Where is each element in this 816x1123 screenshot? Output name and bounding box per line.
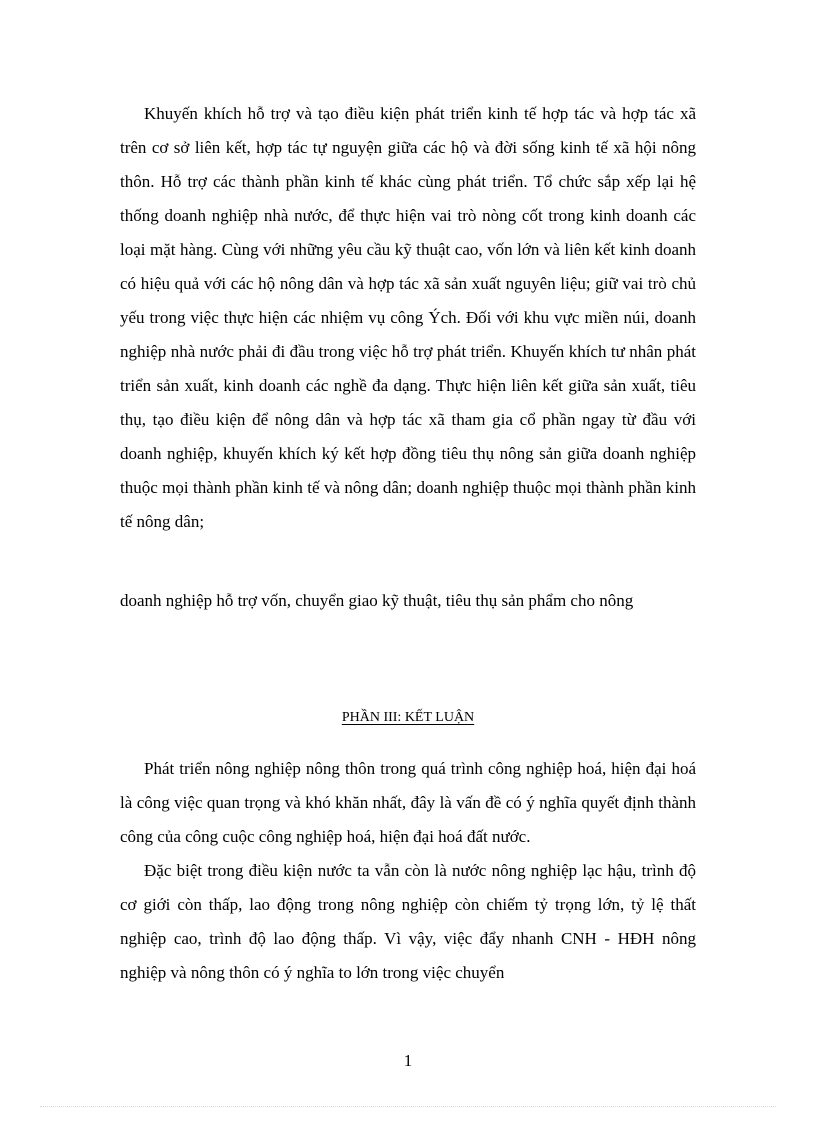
- paragraph-conclusion-1: Phát triển nông nghiệp nông thôn trong quá trình công nghiệp hoá, hiện đại hoá là công việc quan trọng và khó khăn nhất, đây là vấn đề có ý nghĩa quyết định thành công của công cuộc công nghiệp hoá, hiện đại hoá đất nước.: [120, 759, 696, 846]
- page-bottom-divider: [40, 1106, 776, 1107]
- section-heading: PHẦN III: KẾT LUẬN: [341, 710, 475, 725]
- body-text-conclusion: [120, 752, 696, 990]
- paragraph-conclusion-2: Đặc biệt trong điều kiện nước ta vẫn còn là nước nông nghiệp lạc hậu, trình độ cơ giới còn thấp, lao động trong nông nghiệp còn chiếm tỷ trọng lớn, tỷ lệ thất nghiệp cao, trình độ lao động thấp. Vì vậy, việc đẩy nhanh CNH - HĐH nông nghiệp và nông thôn có ý nghĩa to lớn trong việc chuyển: [120, 861, 696, 982]
- body-text-continuation: [120, 584, 696, 618]
- paragraph-enterprise-support: doanh nghiệp hỗ trợ vốn, chuyển giao kỹ thuật, tiêu thụ sản phẩm cho nông: [120, 591, 634, 610]
- body-text-top: [120, 97, 696, 539]
- paragraph-cooperative-support: Khuyến khích hỗ trợ và tạo điều kiện phát triển kinh tế hợp tác và hợp tác xã trên cơ sở liên kết, hợp tác tự nguyện giữa các hộ và đời sống kinh tế xã hội nông thôn. Hỗ trợ các thành phần kinh tế khác cùng phát triển. Tổ chức sắp xếp lại hệ thống doanh nghiệp nhà nước, để thực hiện vai trò nòng cốt trong kinh doanh các loại mặt hàng. Cùng với những yêu cầu kỹ thuật cao, vốn lớn và liên kết kinh doanh có hiệu quả với các hộ nông dân và hợp tác xã sản xuất nguyên liệu; giữ vai trò chủ yếu trong việc thực hiện các nhiệm vụ công Ých. Đối với khu vực miền núi, doanh nghiệp nhà nước phải đi đầu trong việc hỗ trợ phát triển. Khuyến khích tư nhân phát triển sản xuất, kinh doanh các nghề đa dạng. Thực hiện liên kết giữa sản xuất, tiêu thụ, tạo điều kiện để nông dân và hợp tác xã tham gia cổ phần ngay từ đầu với doanh nghiệp, khuyến khích ký kết hợp đồng tiêu thụ nông sản giữa doanh nghiệp thuộc mọi thành phần kinh tế và nông dân; doanh nghiệp thuộc mọi thành phần kinh tế nông dân;: [120, 104, 696, 531]
- page-number: 1: [403, 1051, 413, 1070]
